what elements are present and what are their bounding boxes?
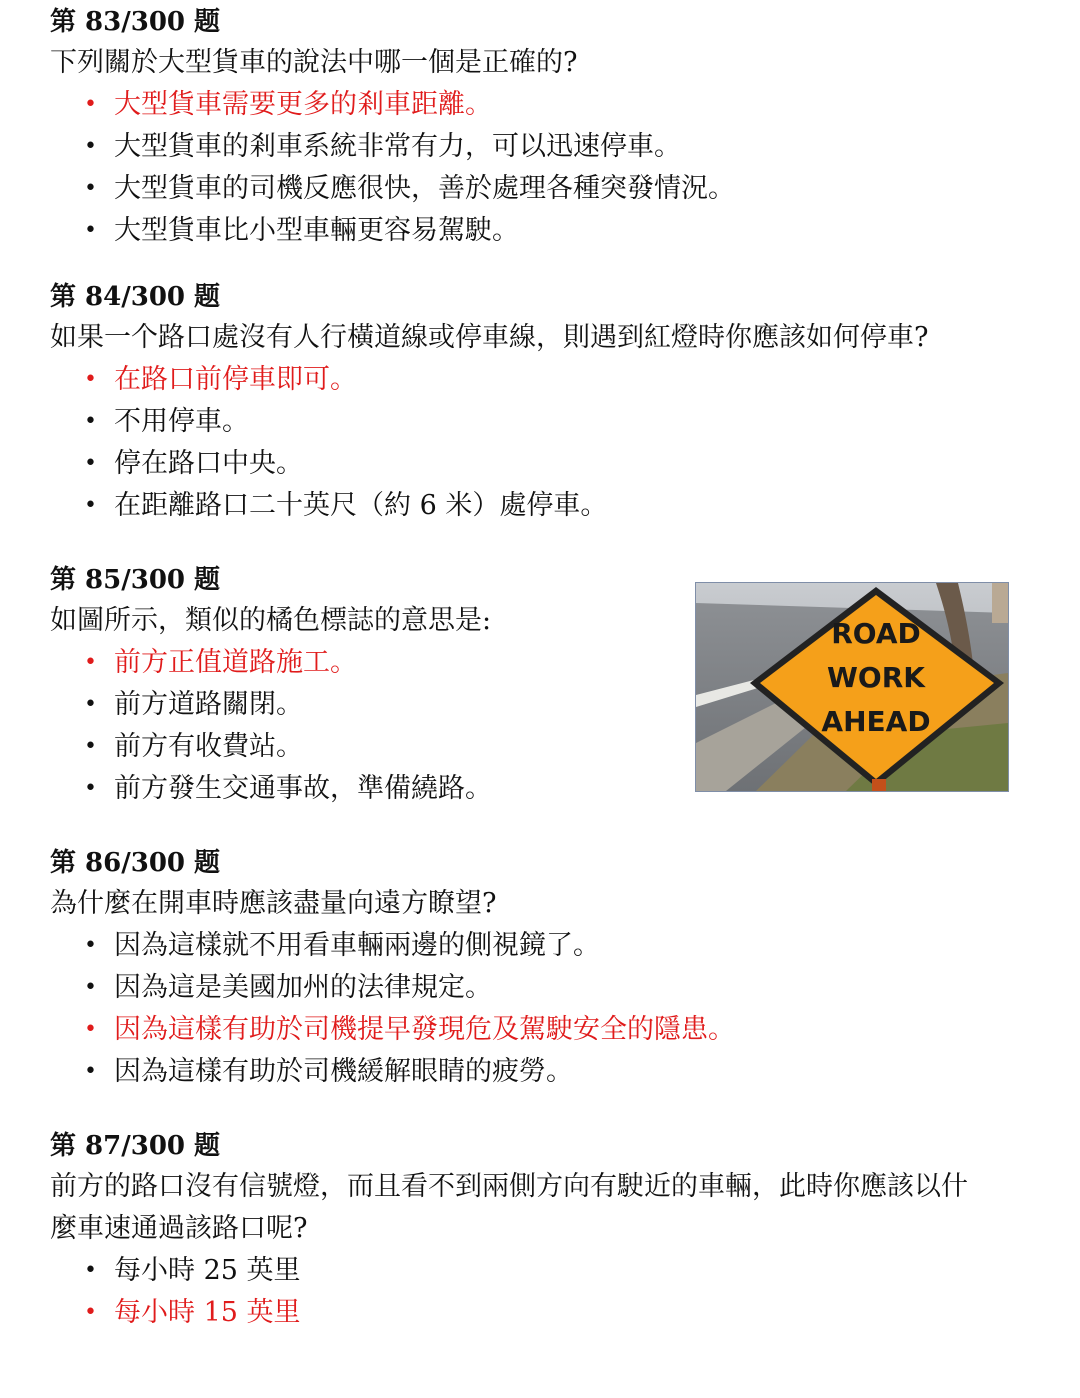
options-list — [50, 642, 492, 810]
question-text: 如圖所示，類似的橘色標誌的意思是: — [50, 605, 492, 636]
question-number: 第 83/300 题 — [50, 7, 221, 37]
question-text: 下列關於大型貨車的說法中哪一個是正確的? — [50, 47, 578, 78]
option[interactable]: • 大型貨車的司機反應很快，善於處理各種突發情況。 — [50, 168, 735, 210]
option-correct[interactable]: • 因為這樣有助於司機提早發現危及駕駛安全的隱患。 — [50, 1009, 735, 1051]
question-86 — [50, 843, 735, 1093]
option[interactable]: • 前方發生交通事故，準備繞路。 — [50, 768, 492, 810]
question-number: 第 85/300 题 — [50, 565, 221, 595]
option-correct[interactable]: • 在路口前停車即可。 — [50, 359, 928, 401]
road-work-sign-illustration — [696, 583, 1008, 791]
question-85 — [50, 560, 492, 810]
road-work-sign-image — [695, 582, 1009, 792]
question-text-line-1: 前方的路口沒有信號燈，而且看不到兩側方向有駛近的車輛，此時你應該以什 — [50, 1171, 968, 1202]
question-number: 第 87/300 题 — [50, 1131, 221, 1161]
option[interactable]: • 在距離路口二十英尺（約 6 米）處停車。 — [50, 485, 928, 527]
options-list — [50, 359, 928, 527]
option[interactable]: • 前方有收費站。 — [50, 726, 492, 768]
question-number: 第 86/300 题 — [50, 848, 221, 878]
option[interactable]: • 大型貨車比小型車輛更容易駕駛。 — [50, 210, 735, 252]
question-83 — [50, 2, 735, 252]
option-correct[interactable]: • 大型貨車需要更多的剎車距離。 — [50, 84, 735, 126]
option[interactable]: • 停在路口中央。 — [50, 443, 928, 485]
question-84 — [50, 277, 928, 527]
option[interactable]: • 因為這樣就不用看車輛兩邊的側視鏡了。 — [50, 925, 735, 967]
option-correct[interactable]: • 每小時 15 英里 — [50, 1292, 968, 1334]
sign-line-ahead: AHEAD — [821, 705, 931, 738]
option[interactable]: • 每小時 25 英里 — [50, 1250, 968, 1292]
option[interactable]: • 前方道路關閉。 — [50, 684, 492, 726]
question-text-line-2: 麼車速通過該路口呢? — [50, 1213, 308, 1244]
options-list — [50, 1250, 968, 1334]
option[interactable]: • 不用停車。 — [50, 401, 928, 443]
options-list — [50, 925, 735, 1093]
sign-line-work: WORK — [827, 661, 925, 694]
option[interactable]: • 因為這是美國加州的法律規定。 — [50, 967, 735, 1009]
question-text: 為什麼在開車時應該盡量向遠方瞭望? — [50, 888, 497, 919]
question-87 — [50, 1126, 968, 1334]
option[interactable]: • 大型貨車的剎車系統非常有力，可以迅速停車。 — [50, 126, 735, 168]
sign-line-road: ROAD — [831, 617, 921, 650]
option[interactable]: • 因為這樣有助於司機緩解眼睛的疲勞。 — [50, 1051, 735, 1093]
question-text: 如果一个路口處沒有人行橫道線或停車線，則遇到紅燈時你應該如何停車? — [50, 322, 929, 353]
question-number: 第 84/300 题 — [50, 282, 221, 312]
option-correct[interactable]: • 前方正值道路施工。 — [50, 642, 492, 684]
options-list — [50, 84, 735, 252]
